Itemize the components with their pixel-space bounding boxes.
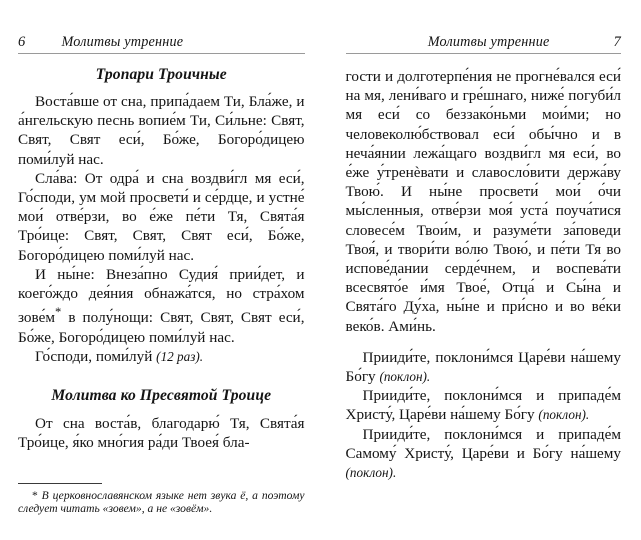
paragraph-priidite-2-text: Прииди́те, поклони́мся и припаде́м Христу́, Царе́ви на́шему Бо́гу [345,387,621,424]
paragraph-vostavshe: Воста́вше от сна, припа́даем Ти, Бла́же, и а́нгельскую песнь вопие́м Ти, Си́льне: Свят, Свят, Свят еси́, Бо́же, Богоро́дицею поми́луй нас. [18,93,305,168]
paragraph-gospodi-text: Го́споди, поми́луй [35,347,157,365]
folio-number-right: 7 [613,34,621,50]
paragraph-i-nyne-part2: в полу́нощи: Свят, Свят, Свят еси́, Бо́же, Богоро́дицею поми́луй нас. [18,309,305,346]
rubric-poklon-2: (поклон). [538,407,590,423]
paragraph-ot-sna-vostav: От сна воста́в, благодарю́ Тя, Свята́я Тро́ице, я́ко мно́гия ра́ди Твоея́ бла- [18,414,305,452]
footnote-marker: * [32,488,38,502]
running-header-left [18,26,305,56]
footnote-separator-rule [18,483,102,484]
paragraph-i-nyne [18,265,305,347]
section-heading-troparia: Тропари Троичные [95,66,227,83]
paragraph-gosti-continuation: гости и долготерпе́ния не прогне́вался еси́ на мя, лени́ваго и гре́шнаго, ниже́ погуби́л мя еси́ со беззако́ньми мои́ми; но человеколю́бствовал еси́ обы́чно и в неча́янии лежа́щаго воздви́гл мя еси́, во е́же у́тренѐвати и славосло́вити держа́ву Твою́. И ны́не просвети́ мои́ о́чи мы́сленныя, отве́рзи моя́ уста́ поуча́тися словесе́м Твои́м, и разуме́ти за́поведи Твоя́, и твори́ти во́лю Твою́, и пе́ти Тя во испове́дании серде́чнем, и воспева́ти всесвято́е и́мя Твое́, Отца́ и Сы́на и Свята́го Ду́ха, ны́не и при́сно и во ве́ки веко́в. Ами́нь. [345,68,621,335]
paragraph-priidite-2 [346,386,622,424]
running-title-right: Молитвы утренние [427,34,550,50]
footnote-block [18,483,305,516]
paragraph-priidite-3-text: Прииди́те, поклони́мся и припаде́м Самому́ Христу́, Царе́ви и Бо́гу на́шему [345,425,621,462]
body-text-left [18,65,305,452]
paragraph-priidite-1-text: Прииди́те, поклони́мся Царе́ви на́шему Бо́гу [345,348,621,386]
paragraph-priidite-1 [346,348,622,386]
rubric-poklon-3: (поклон). [345,465,397,481]
paragraph-slava: Сла́ва: От одра́ и сна воздви́гл мя еси́, Го́споди, ум мой просвети́ и се́рдце, и устне́ мои́ отве́рзи, во е́же пе́ти Тя, Свята́я Тро́ице: Свят, Свят, Свят еси́, Бо́же, Богоро́дицею поми́луй нас. [18,169,305,264]
rubric-12-times: (12 раз). [156,348,204,364]
page-right [321,0,641,540]
running-title-left: Молитвы утренние [61,34,184,50]
paragraph-priidite-3 [346,425,622,483]
rubric-poklon-1: (поклон). [379,369,431,385]
section-heading-prayer-to-trinity: Молитва ко Пресвятой Троице [51,386,272,404]
footnote-reference-marker: * [54,305,62,320]
body-text-right [346,67,622,482]
footnote-content [18,489,305,516]
footnote-body: В церковнославянском языке нет звука ё, а поэтому следует читать «зовем», а не «зовём». [18,488,305,516]
paragraph-i-nyne-part1: И ны́не: Внеза́пно Судия́ прии́дет, и коего́ждо дея́ния обнажа́тся, но стра́хом зове́м [18,265,305,327]
folio-number-left: 6 [18,34,26,50]
paragraph-gospodi-pomilui [18,347,305,366]
running-header-right [346,26,622,56]
